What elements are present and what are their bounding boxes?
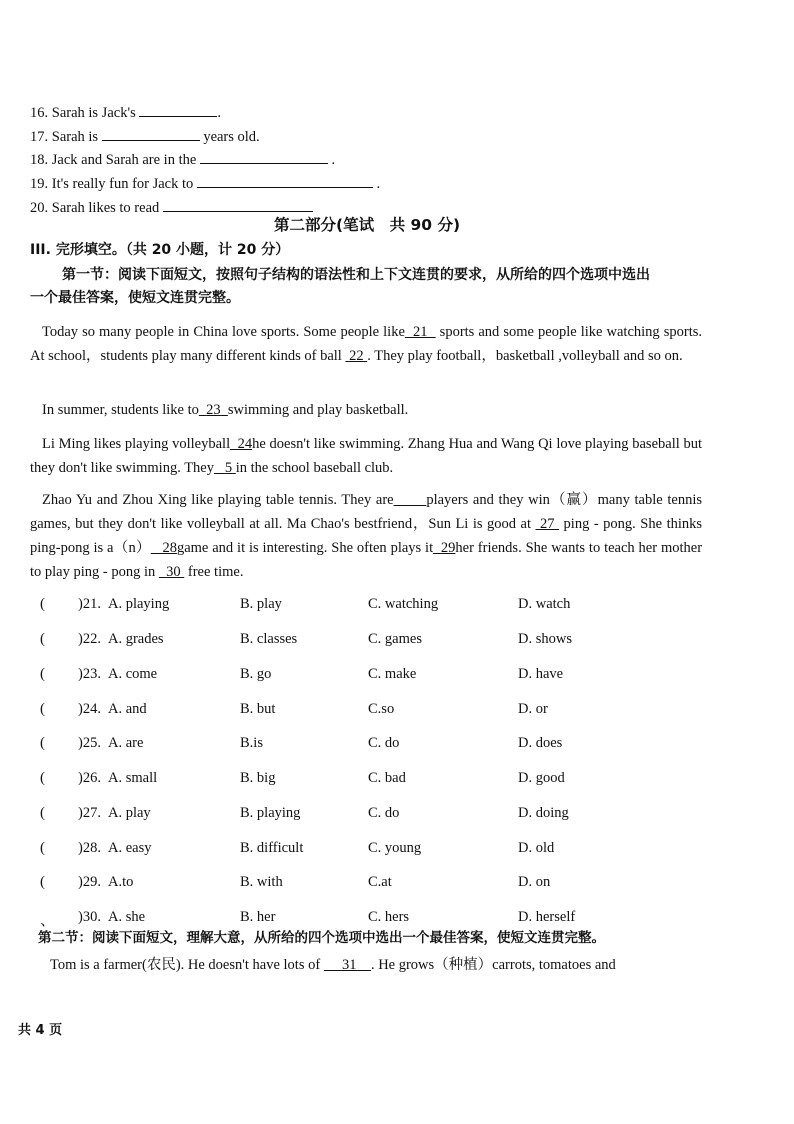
blank-23[interactable]: 23: [206, 402, 221, 418]
section2-instruction: 第二节：阅读下面短文，理解大意，从所给的四个选项中选出一个最佳答案，使短文连贯完整。: [38, 930, 605, 946]
option-d[interactable]: D. watch: [518, 596, 571, 612]
answer-paren[interactable]: (: [40, 840, 45, 856]
section-title: III. 完形填空。（共 20 小题，计 20 分）: [30, 242, 290, 258]
question-number: )21.: [78, 596, 101, 612]
item-19: [30, 173, 380, 193]
option-c[interactable]: C. watching: [368, 596, 439, 612]
option-d[interactable]: D. shows: [518, 631, 572, 647]
item-number: 18.: [30, 152, 49, 168]
answer-paren[interactable]: (: [40, 596, 45, 612]
option-b[interactable]: B. playing: [240, 805, 301, 821]
blank-29[interactable]: 29: [440, 540, 456, 556]
answer-paren[interactable]: (: [40, 666, 45, 682]
question-number: )26.: [78, 770, 101, 786]
question-number: )23.: [78, 666, 101, 682]
answer-paren[interactable]: (: [40, 701, 45, 717]
option-d[interactable]: D. or: [518, 701, 548, 717]
question-number: )30.: [78, 909, 101, 925]
section-instruction-cont: 一个最佳答案，使短文连贯完整。: [30, 290, 240, 306]
option-b[interactable]: B. with: [240, 874, 283, 890]
option-a[interactable]: A.to: [108, 874, 134, 890]
answer-blank[interactable]: [197, 173, 373, 188]
blank-21[interactable]: 21: [413, 324, 428, 340]
item-17: [30, 126, 260, 146]
item-number: 20.: [30, 200, 49, 216]
passage-paragraph-2: In summer, students like to 23 swimming and play basketball.: [42, 402, 409, 418]
option-a[interactable]: A. and: [108, 701, 147, 717]
answer-paren[interactable]: 、: [40, 913, 56, 929]
item-text: Sarah likes to read: [51, 200, 160, 216]
option-c[interactable]: C.so: [368, 701, 395, 717]
blank-24[interactable]: 24: [237, 436, 253, 452]
option-a[interactable]: A. small: [108, 770, 158, 786]
blank-27[interactable]: 27: [540, 516, 555, 532]
option-d[interactable]: D. herself: [518, 909, 576, 925]
question-number: )24.: [78, 701, 101, 717]
option-c[interactable]: C.at: [368, 874, 392, 890]
option-c[interactable]: C. young: [368, 840, 422, 856]
option-c[interactable]: C. bad: [368, 770, 406, 786]
blank-30[interactable]: 30: [166, 564, 181, 580]
answer-blank[interactable]: [200, 149, 328, 164]
option-b[interactable]: B. her: [240, 909, 276, 925]
blank-28[interactable]: 28: [162, 540, 177, 556]
option-a[interactable]: A. grades: [108, 631, 164, 647]
question-number: )29.: [78, 874, 101, 890]
option-b[interactable]: B. classes: [240, 631, 298, 647]
option-b[interactable]: B. big: [240, 770, 276, 786]
option-b[interactable]: B. but: [240, 701, 276, 717]
item-16: [30, 102, 221, 122]
item-text: Sarah is Jack's: [51, 105, 136, 121]
option-d[interactable]: D. does: [518, 735, 563, 751]
item-20: [30, 197, 313, 217]
option-a[interactable]: A. she: [108, 909, 146, 925]
option-d[interactable]: D. old: [518, 840, 555, 856]
blank-31[interactable]: 31: [341, 957, 357, 973]
option-b[interactable]: B. difficult: [240, 840, 304, 856]
passage-paragraph-4: Zhao Yu and Zhou Xing like playing table tennis. They are players and they win（赢）many table tennis games, but they don't like volleyball at all. Ma Chao's bestfriend，Sun Li is good at 27 ping - pong. She thinks ping-pong is a（n） 28game and it is interesting. She often plays it 29her friends. She wants to teach her mother to play ping - pong in 30 free time.: [30, 492, 703, 580]
blank-25[interactable]: 5: [224, 460, 233, 476]
answer-paren[interactable]: (: [40, 631, 45, 647]
option-a[interactable]: A. play: [108, 805, 151, 821]
option-c[interactable]: C. do: [368, 805, 400, 821]
option-a[interactable]: A. easy: [108, 840, 152, 856]
option-c[interactable]: C. hers: [368, 909, 410, 925]
question-number: )25.: [78, 735, 101, 751]
option-d[interactable]: D. good: [518, 770, 565, 786]
option-d[interactable]: D. have: [518, 666, 564, 682]
option-a[interactable]: A. come: [108, 666, 158, 682]
item-number: 17.: [30, 129, 49, 145]
item-text-after: .: [331, 152, 336, 168]
item-text: Jack and Sarah are in the: [51, 152, 197, 168]
option-b[interactable]: B. go: [240, 666, 272, 682]
item-number: 16.: [30, 105, 49, 121]
option-b[interactable]: B. play: [240, 596, 282, 612]
option-a[interactable]: A. are: [108, 735, 144, 751]
option-a[interactable]: A. playing: [108, 596, 170, 612]
passage-paragraph-1: Today so many people in China love sports. Some people like 21 sports and some people like watching sports. At school，students play many different kinds of ball 22 . They play football，basketball ,volleyball and so on.: [30, 324, 703, 364]
question-number: )28.: [78, 840, 101, 856]
part-title: 第二部分(笔试 共 90 分): [274, 216, 461, 234]
item-text-after: years old.: [203, 129, 260, 145]
answer-paren[interactable]: (: [40, 805, 45, 821]
section2-passage-line: Tom is a farmer(农民). He doesn't have lots of 31 . He grows（种植）carrots, tomatoes and: [50, 957, 616, 973]
question-number: )22.: [78, 631, 101, 647]
answer-paren[interactable]: (: [40, 770, 45, 786]
passage-paragraph-3: Li Ming likes playing volleyball 24he doesn't like swimming. Zhang Hua and Wang Qi love playing baseball but they don't like swimming. They 5 in the school baseball club.: [30, 436, 703, 476]
answer-paren[interactable]: (: [40, 874, 45, 890]
item-text-after: .: [217, 105, 221, 121]
answer-blank[interactable]: [139, 102, 217, 117]
option-d[interactable]: D. on: [518, 874, 551, 890]
answer-blank[interactable]: [163, 197, 313, 212]
blank-26[interactable]: [394, 492, 427, 508]
item-18: [30, 149, 335, 169]
blank-22[interactable]: 22: [349, 348, 364, 364]
option-d[interactable]: D. doing: [518, 805, 569, 821]
item-text: It's really fun for Jack to: [51, 176, 194, 192]
option-c[interactable]: C. make: [368, 666, 417, 682]
option-b[interactable]: B.is: [240, 735, 263, 751]
answer-paren[interactable]: (: [40, 735, 45, 751]
question-number: )27.: [78, 805, 101, 821]
option-c[interactable]: C. games: [368, 631, 422, 647]
page-footer: 共 4 页: [18, 1023, 63, 1038]
answer-blank[interactable]: [102, 126, 200, 141]
section-instruction: 第一节：阅读下面短文，按照句子结构的语法性和上下文连贯的要求，从所给的四个选项中选出: [62, 267, 650, 283]
item-text-after: .: [376, 176, 381, 192]
item-text: Sarah is: [51, 129, 99, 145]
item-number: 19.: [30, 176, 49, 192]
option-c[interactable]: C. do: [368, 735, 400, 751]
